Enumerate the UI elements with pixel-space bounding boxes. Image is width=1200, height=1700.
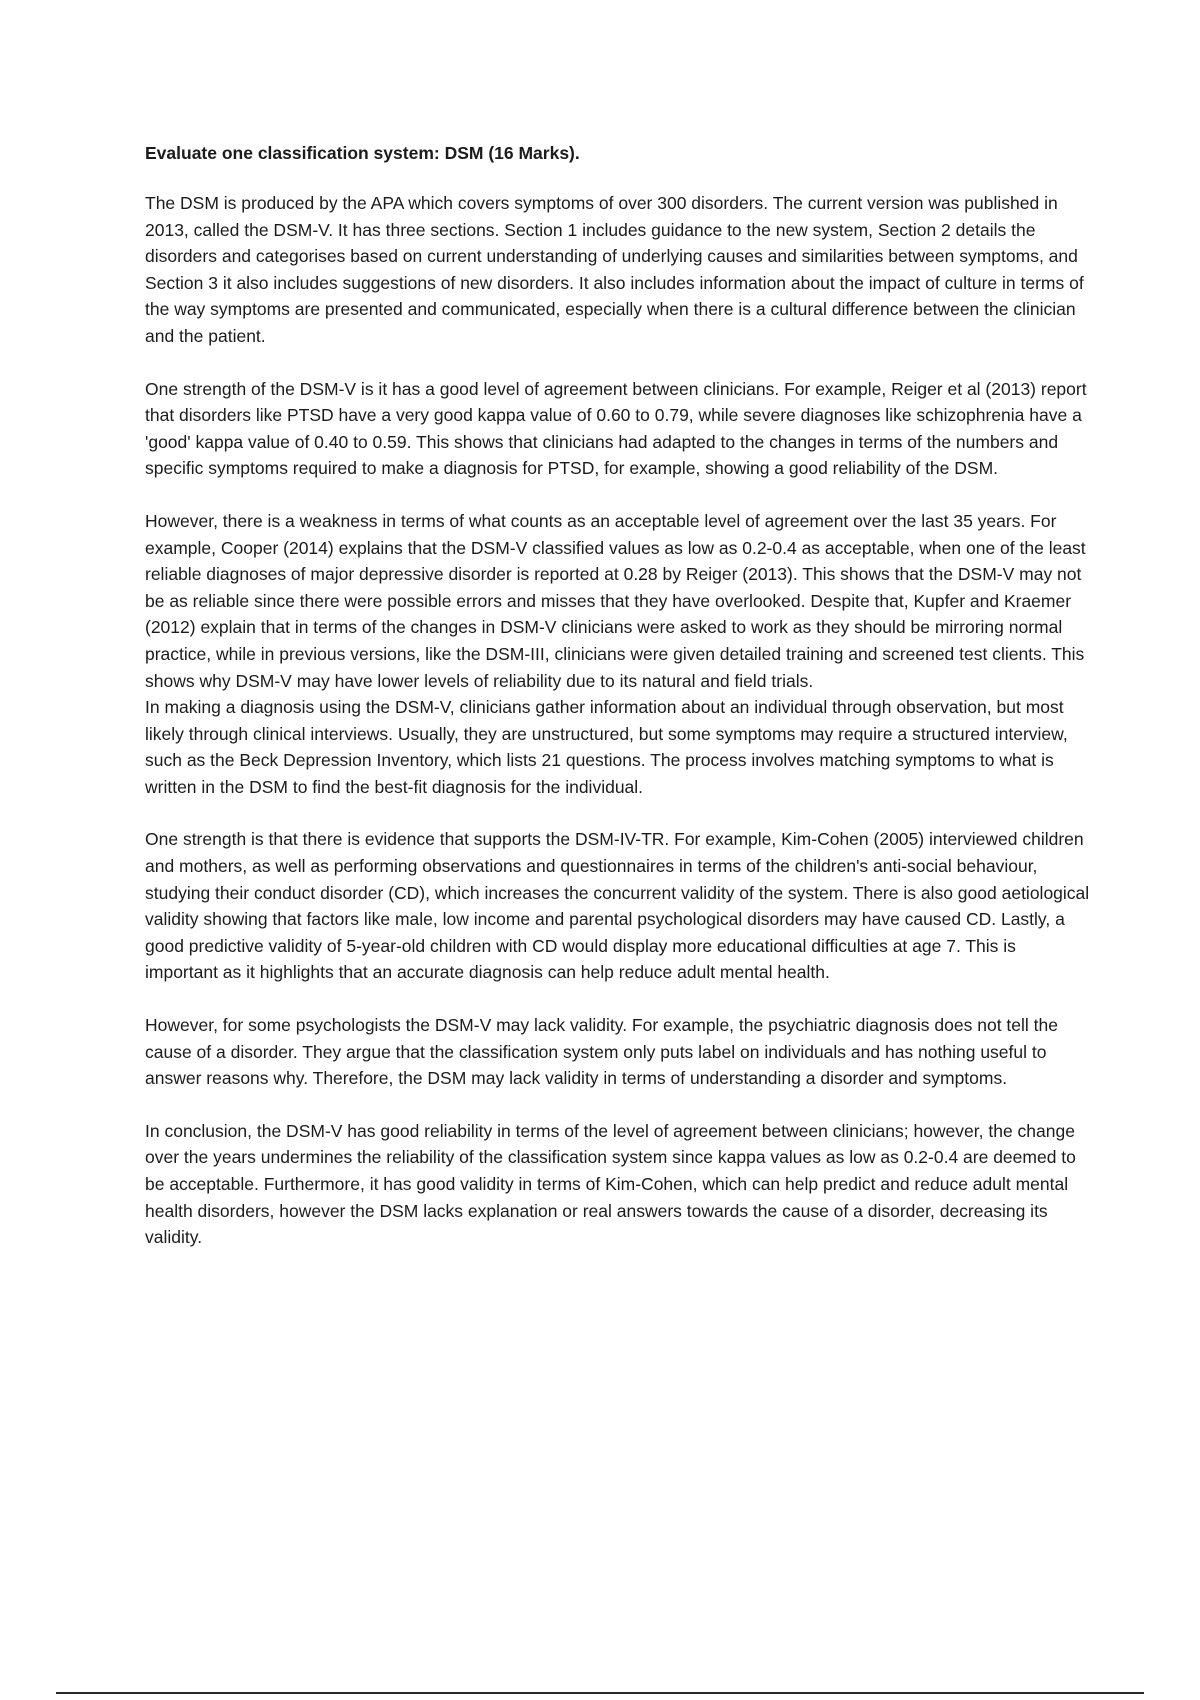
paragraph-validity-strength: One strength is that there is evidence that supports the DSM-IV-TR. For example, Kim-Cohen (2005) interviewed children and mothers, as well as performing observations and questionnaires in terms of the children's anti-social behaviour, studying their conduct disorder (CD), which increases the concurrent validity of the system. There is also good aetiological validity showing that factors like male, low income and parental psychological disorders may have caused CD. Lastly, a good predictive validity of 5-year-old children with CD would display more educational difficulties at age 7. This is important as it highlights that an accurate diagnosis can help reduce adult mental health. xyxy=(145,829,1090,983)
paragraph-reliability-weakness: However, there is a weakness in terms of what counts as an acceptable level of agreement over the last 35 years. For example, Cooper (2014) explains that the DSM-V classified values as low as 0.2-0.4 as acceptable, when one of the least reliable diagnoses of major depressive disorder is reported at 0.28 by Reiger (2013). This shows that the DSM-V may not be as reliable since there were possible errors and misses that they have overlooked. Despite that, Kupfer and Kraemer (2012) explain that in terms of the changes in DSM-V clinicians were asked to work as they should be mirroring normal practice, while in previous versions, like the DSM-III, clinicians were given detailed training and screened test clients. This shows why DSM-V may have lower levels of reliability due to its natural and field trials. xyxy=(145,510,1086,691)
paragraph-reliability-strength: One strength of the DSM-V is it has a good level of agreement between clinicians. For example, Reiger et al (2013) report that disorders like PTSD have a very good kappa value of 0.60 to 0.79, while severe diagnoses like schizophrenia have a 'good' kappa value of 0.40 to 0.59. This shows that clinicians had adapted to the changes in terms of the numbers and specific symptoms required to make a diagnosis for PTSD, for example, showing a good reliability of the DSM. xyxy=(145,378,1087,479)
page-bottom-divider xyxy=(56,1692,1144,1694)
paragraph-conclusion: In conclusion, the DSM-V has good reliability in terms of the level of agreement between clinicians; however, the change over the years undermines the reliability of the classification system since kappa values as low as 0.2-0.4 are deemed to be acceptable. Furthermore, it has good validity in terms of Kim-Cohen, which can help predict and reduce adult mental health disorders, however the DSM lacks explanation or real answers towards the cause of a disorder, decreasing its validity. xyxy=(145,1120,1076,1248)
document-title: Evaluate one classification system: DSM (16 Marks). xyxy=(145,143,580,163)
paragraph-introduction: The DSM is produced by the APA which covers symptoms of over 300 disorders. The current version was published in 2013, called the DSM-V. It has three sections. Section 1 includes guidance to the new system, Section 2 details the disorders and categorises based on current understanding of underlying causes and similarities between symptoms, and Section 3 it also includes suggestions of new disorders. It also includes information about the impact of culture in terms of the way symptoms are presented and communicated, especially when there is a cultural difference between the clinician and the patient. xyxy=(145,193,1084,346)
document-page xyxy=(145,140,1090,1277)
paragraph-diagnosis-process: In making a diagnosis using the DSM-V, clinicians gather information about an individual through observation, but most likely through clinical interviews. Usually, they are unstructured, but some symptoms may require a structured interview, such as the Beck Depression Inventory, which lists 21 questions. The process involves matching symptoms to what is written in the DSM to find the best-fit diagnosis for the individual. xyxy=(145,697,1068,797)
paragraph-validity-weakness: However, for some psychologists the DSM-V may lack validity. For example, the psychiatric diagnosis does not tell the cause of a disorder. They argue that the classification system only puts label on individuals and has nothing useful to answer reasons why. Therefore, the DSM may lack validity in terms of understanding a disorder and symptoms. xyxy=(145,1015,1058,1089)
